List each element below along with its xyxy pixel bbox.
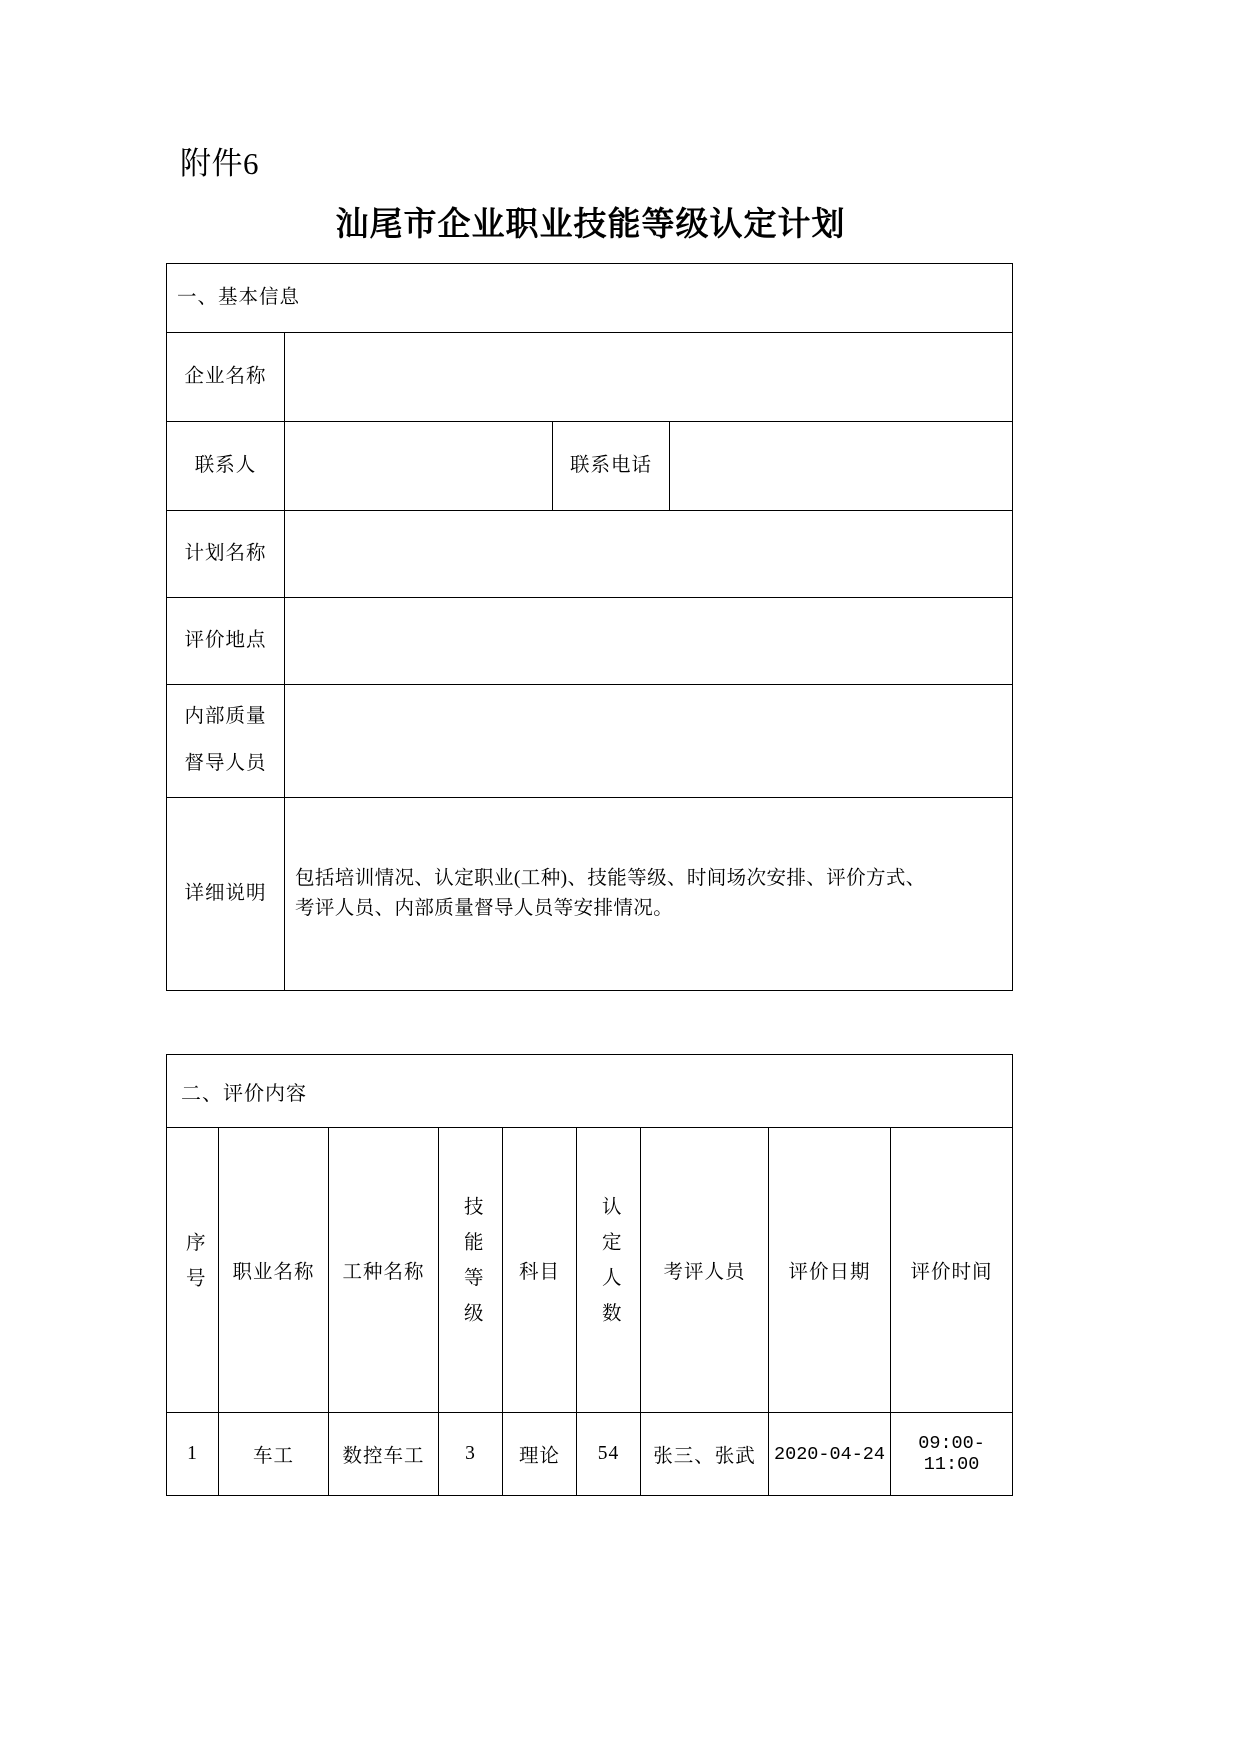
cell-job-type: 数控车工: [329, 1413, 439, 1496]
column-header-skill-level-text: 技能等级: [460, 1196, 482, 1338]
contact-person-label: 联系人: [167, 422, 285, 511]
row-detail-description: [167, 798, 1013, 991]
eval-location-label: 评价地点: [167, 598, 285, 685]
column-header-occupation: 职业名称: [219, 1128, 329, 1413]
detail-description-label: 详细说明: [167, 798, 285, 991]
section-basic-info-heading: 一、基本信息: [167, 264, 1013, 333]
cell-occupation: 车工: [219, 1413, 329, 1496]
supervisor-value[interactable]: [285, 685, 1013, 798]
supervisor-label-line1: 内部质量: [184, 706, 267, 728]
attachment-label: 附件6: [180, 146, 259, 181]
contact-phone-label: 联系电话: [553, 422, 670, 511]
contact-phone-value[interactable]: [670, 422, 1013, 511]
cell-eval-time: 09:00-11:00: [891, 1413, 1013, 1496]
page-title: 汕尾市企业职业技能等级认定计划: [335, 205, 846, 242]
company-name-label: 企业名称: [167, 333, 285, 422]
detail-description-line-2: 考评人员、内部质量督导人员等安排情况。: [295, 898, 674, 919]
cell-subject: 理论: [503, 1413, 577, 1496]
row-supervisor: [167, 685, 1013, 798]
column-header-count: [577, 1128, 641, 1413]
column-header-eval-date: 评价日期: [769, 1128, 891, 1413]
section-eval-content-heading-row: [167, 1055, 1013, 1128]
evaluation-content-table: [166, 1054, 1013, 1496]
cell-assessors: 张三、张武: [641, 1413, 769, 1496]
row-company-name: [167, 333, 1013, 422]
row-eval-location: [167, 598, 1013, 685]
row-contact: [167, 422, 1013, 511]
column-header-seq-text: 序号: [182, 1231, 204, 1303]
column-header-skill-level: [439, 1128, 503, 1413]
eval-location-value[interactable]: [285, 598, 1013, 685]
column-header-seq: [167, 1128, 219, 1413]
contact-person-value[interactable]: [285, 422, 553, 511]
cell-count: 54: [577, 1413, 641, 1496]
cell-skill-level: 3: [439, 1413, 503, 1496]
cell-eval-date: 2020-04-24: [769, 1413, 891, 1496]
table-header-row: [167, 1128, 1013, 1413]
row-plan-name: [167, 511, 1013, 598]
cell-seq: 1: [167, 1413, 219, 1496]
supervisor-label: [167, 685, 285, 798]
column-header-subject: 科目: [503, 1128, 577, 1413]
plan-name-label: 计划名称: [167, 511, 285, 598]
column-header-eval-time: 评价时间: [891, 1128, 1013, 1413]
section-eval-content-heading: 二、评价内容: [167, 1055, 1013, 1128]
company-name-value[interactable]: [285, 333, 1013, 422]
plan-name-value[interactable]: [285, 511, 1013, 598]
section-basic-info-heading-row: [167, 264, 1013, 333]
basic-info-table: [166, 263, 1013, 991]
detail-description-value[interactable]: [285, 798, 1013, 991]
table-row: [167, 1413, 1013, 1496]
detail-description-line-1: 包括培训情况、认定职业(工种)、技能等级、时间场次安排、评价方式、: [295, 867, 926, 889]
supervisor-label-line2: 督导人员: [184, 753, 267, 774]
column-header-count-text: 认定人数: [598, 1196, 620, 1338]
column-header-assessors: 考评人员: [641, 1128, 769, 1413]
column-header-job-type: 工种名称: [329, 1128, 439, 1413]
